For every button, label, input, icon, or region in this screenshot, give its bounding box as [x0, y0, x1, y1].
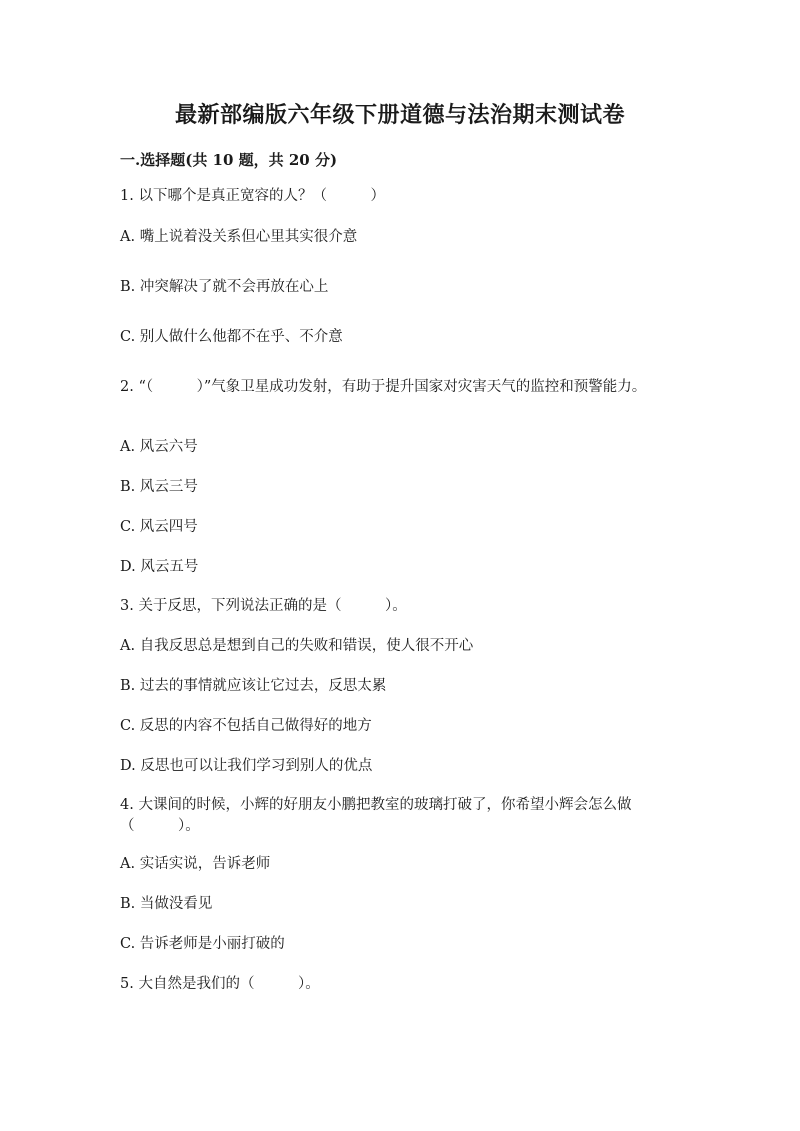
- question-3-option-a: A. 自我反思总是想到自己的失败和错误，使人很不开心: [120, 638, 474, 654]
- question-5-stem: 5. 大自然是我们的（ ）。: [120, 976, 320, 992]
- question-4-stem: 4. 大课间的时候，小辉的好朋友小鹏把教室的玻璃打破了，你希望小辉会怎么做（ ）。: [120, 797, 632, 834]
- question-3-option-d: D. 反思也可以让我们学习到别人的优点: [120, 758, 373, 774]
- exam-title: 最新部编版六年级下册道德与法治期末测试卷: [174, 102, 625, 128]
- question-2-option-a: A. 风云六号: [120, 439, 198, 455]
- question-1-option-a: A. 嘴上说着没关系但心里其实很介意: [120, 229, 358, 245]
- question-3-stem: 3. 关于反思，下列说法正确的是（ ）。: [120, 598, 407, 614]
- question-2-option-c: C. 风云四号: [120, 519, 198, 535]
- question-1-option-c: C. 别人做什么他都不在乎、不介意: [120, 329, 343, 345]
- question-1-stem: 1. 以下哪个是真正宽容的人？（ ）: [120, 188, 385, 204]
- question-1-option-b: B. 冲突解决了就不会再放在心上: [120, 279, 329, 295]
- question-2-option-b: B. 风云三号: [120, 479, 198, 495]
- question-4-option-a: A. 实话实说，告诉老师: [120, 856, 271, 872]
- question-3-option-c: C. 反思的内容不包括自己做得好的地方: [120, 718, 372, 734]
- question-2-option-d: D. 风云五号: [120, 559, 199, 575]
- question-3-option-b: B. 过去的事情就应该让它过去，反思太累: [120, 678, 387, 694]
- question-4-option-c: C. 告诉老师是小丽打破的: [120, 936, 285, 952]
- question-2-stem: 2. “（ ）”气象卫星成功发射，有助于提升国家对灾害天气的监控和预警能力。: [120, 379, 647, 395]
- question-4-option-b: B. 当做没看见: [120, 896, 213, 912]
- section-heading: 一.选择题(共 10 题，共 20 分): [120, 151, 338, 169]
